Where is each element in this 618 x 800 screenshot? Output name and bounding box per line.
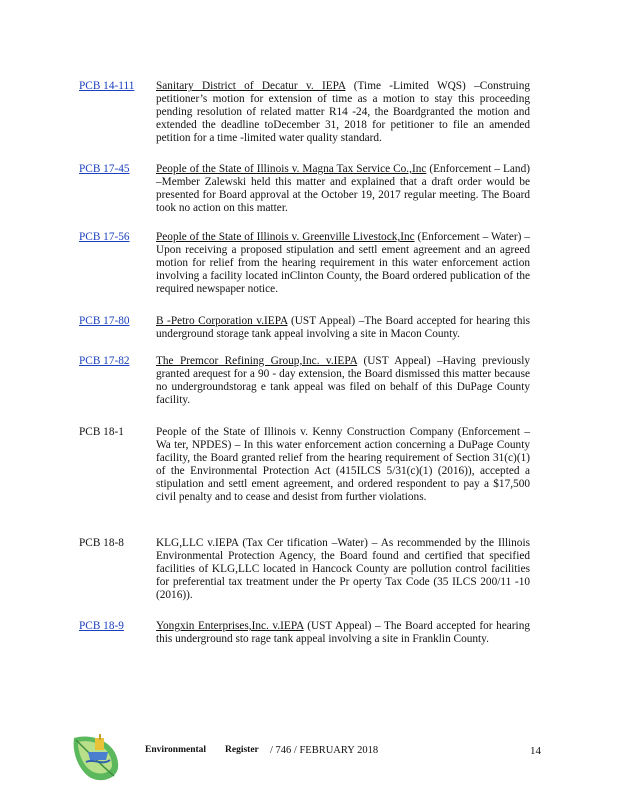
- entry-description: People of the State of Illinois v. Kenny Construction Company (Enforcement – Wa ter, NPDES) – In this water enforcement action concerning a DuPage County facility, the Board granted relief from the hearing requirement of Section 31(c)(1) of the Environmental Protection Act (415ILCS 5/31(c)(1) (2016)), accepted a stipulation and settl ement agreement, and ordered respondent to pay a $17,500 civil penalty and to cease and desist from further violations.: [156, 426, 530, 503]
- case-title: The Premcor Refining Group,Inc. v.IEPA: [156, 355, 358, 367]
- leaf-logo-icon: [68, 730, 126, 782]
- entry-description: (UST Appeal) –Having previously granted arequest for a 90 - day extension, the Board dismissed this matter because no undergroundstorag e tank appeal was filed on behalf of this DuPage County facility.: [156, 355, 530, 406]
- entry-body: [156, 537, 530, 602]
- entry-description: (UST Appeal) – The Board accepted for hearing this underground sto rage tank appeal involving a site in Franklin County.: [156, 620, 530, 645]
- case-number-link[interactable]: PCB 17-56: [79, 231, 130, 243]
- case-number-link[interactable]: PCB 18-9: [79, 620, 124, 632]
- case-title: People of the State of Illinois v. Greenville Livestock,Inc: [156, 231, 415, 243]
- case-number: PCB 18-1: [79, 426, 124, 438]
- entry-description: (UST Appeal) –The Board accepted for hearing this underground storage tank appeal involving a site in Macon County.: [156, 315, 531, 340]
- case-number-link[interactable]: PCB 17-45: [79, 163, 130, 175]
- entry-body: [156, 231, 530, 296]
- entry-description: KLG,LLC v.IEPA (Tax Cer tification –Water) – As recommended by the Illinois Environmental Protection Agency, the Board found and certified that specified facilities of KLG,LLC located in Hancock County are pollution control facilities for preferential tax treatment under the Pr operty Tax Code (35 ILCS 200/11 -10 (2016)).: [156, 537, 530, 601]
- footer-publication-label: Environmental: [145, 745, 207, 755]
- page-number: 14: [530, 745, 541, 757]
- entry-body: [156, 426, 530, 504]
- page-footer: [0, 730, 618, 790]
- case-number: PCB 18-8: [79, 537, 124, 549]
- entry-body: [156, 163, 530, 215]
- entry-body: [156, 620, 530, 646]
- entry-body: [156, 80, 530, 145]
- footer-register-label: Register: [225, 745, 259, 755]
- case-number-link[interactable]: PCB 14-111: [79, 80, 135, 92]
- case-title: B -Petro Corporation v.IEPA: [156, 315, 288, 327]
- case-title: Sanitary District of Decatur v. IEPA: [156, 80, 346, 92]
- case-title: People of the State of Illinois v. Magna Tax Service Co.,Inc: [156, 163, 427, 175]
- entry-body: [156, 355, 530, 407]
- case-title: Yongxin Enterprises,Inc. v.IEPA: [156, 620, 304, 632]
- entry-description: (Enforcement – Water) –Upon receiving a proposed stipulation and settl ement agreement and an agreed motion for relief from the hearing requirement in this water enforcement action involving a facility located inClinton County, the Board ordered publication of the required newspaper notice.: [156, 231, 530, 295]
- case-number-link[interactable]: PCB 17-80: [79, 315, 130, 327]
- entry-description: (Enforcement – Land) –Member Zalewski held this matter and explained that a draft order would be presented for Board approval at the October 19, 2017 regular meeting. The Board took no action on this matter.: [156, 163, 530, 214]
- footer-issue: / 746 / FEBRUARY 2018: [270, 745, 379, 756]
- entry-body: [156, 315, 530, 341]
- case-number-link[interactable]: PCB 17-82: [79, 355, 130, 367]
- entry-description: (Time -Limited WQS) –Construing petitioner’s motion for extension of time as a motion to stay this proceeding pending resolution of related matter R14 -24, the Boardgranted the motion and extended the deadline toDecember 31, 2018 for petitioner to file an amended petition for a time -limited water quality standard.: [156, 80, 530, 144]
